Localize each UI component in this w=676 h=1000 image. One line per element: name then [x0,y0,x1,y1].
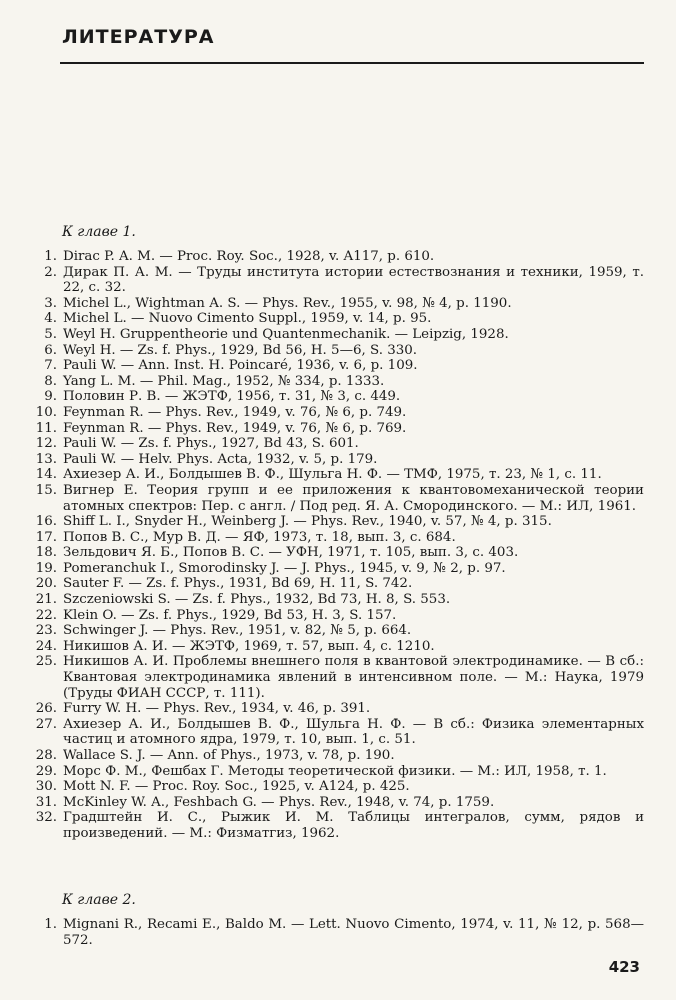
reference-number: 1. [44,249,57,264]
reference-text: Никишов А. И. Проблемы внешнего поля в квантовой электродинамике. — В сб.: Квантовая электродинамика явлений в интенсивном поле. — М.: Наука, 1979 (Труды ФИАН СССР, т. 111). [63,654,644,701]
reference-text: Michel L., Wightman A. S. — Phys. Rev., 1955, v. 98, № 4, p. 1190. [63,295,512,311]
reference-text: Szczeniowski S. — Zs. f. Phys., 1932, Bd 73, H. 8, S. 553. [63,592,451,608]
reference-number: 23. [35,623,57,639]
section-title-chapter-1: К главе 1. [62,224,136,240]
reference-item [28,296,644,312]
reference-number: 7. [44,358,57,374]
heading-rule [60,62,644,64]
reference-item [28,561,644,577]
reference-text: Sauter F. — Zs. f. Phys., 1931, Bd 69, H. 11, S. 742. [63,576,413,592]
reference-text: Feynman R. — Phys. Rev., 1949, v. 76, № 6, p. 749. [63,404,407,420]
reference-text: Морс Ф. М., Фешбах Г. Методы теоретической физики. — М.: ИЛ, 1958, т. 1. [63,763,607,779]
reference-number: 12. [35,436,57,452]
reference-number: 13. [35,451,57,467]
page-heading: ЛИТЕРАТУРА [62,26,215,48]
reference-number: 14. [35,467,57,483]
section-title-chapter-2: К главе 2. [62,892,136,908]
reference-text: Pauli W. — Zs. f. Phys., 1927, Bd 43, S. 601. [63,436,359,452]
reference-item [28,467,644,483]
reference-text: Градштейн И. С., Рыжик И. М. Таблицы интегралов, сумм, рядов и произведений. — М.: Физматгиз, 1962. [63,810,644,841]
reference-text: Ахиезер А. И., Болдышев В. Ф., Шульга Н. Ф. — ТМФ, 1975, т. 23, № 1, с. 11. [63,467,602,483]
reference-number: 29. [35,763,57,779]
reference-item [28,795,644,811]
reference-number: 6. [44,342,57,358]
reference-text: Pauli W. — Ann. Inst. H. Poincaré, 1936, v. 6, p. 109. [63,358,418,374]
reference-item [28,405,644,421]
reference-number: 20. [35,576,57,592]
reference-item [28,421,644,437]
reference-text: Michel L. — Nuovo Cimento Suppl., 1959, v. 14, p. 95. [63,311,432,327]
reference-number: 5. [44,326,57,342]
reference-number: 8. [44,373,57,389]
reference-item [28,265,644,296]
reference-text: Furry W. H. — Phys. Rev., 1934, v. 46, p. 391. [63,701,371,717]
reference-text: Schwinger J. — Phys. Rev., 1951, v. 82, № 5, p. 664. [63,623,412,639]
reference-item [28,436,644,452]
reference-text: McKinley W. A., Feshbach G. — Phys. Rev., 1948, v. 74, p. 1759. [63,794,495,810]
reference-item [28,483,644,514]
page-number: 423 [608,958,640,976]
reference-number: 9. [44,389,57,405]
reference-text: Зельдович Я. Б., Попов В. С. — УФН, 1971, т. 105, вып. 3, с. 403. [63,545,519,561]
reference-number: 30. [35,779,57,795]
reference-item [28,452,644,468]
reference-item [28,717,644,748]
reference-number: 4. [44,311,57,327]
reference-item [28,530,644,546]
reference-item [28,917,644,948]
reference-number: 19. [35,560,57,576]
reference-item [28,764,644,780]
reference-item [28,623,644,639]
reference-item [28,358,644,374]
reference-number: 3. [44,295,57,311]
reference-text: Половин Р. В. — ЖЭТФ, 1956, т. 31, № 3, с. 449. [63,389,401,405]
reference-item [28,514,644,530]
reference-number: 2. [44,264,57,280]
reference-item [28,389,644,405]
reference-list-chapter-2 [28,917,644,948]
reference-text: Yang L. M. — Phil. Mag., 1952, № 334, p. 1333. [63,373,385,389]
reference-text: Weyl H. Gruppentheorie und Quantenmechanik. — Leipzig, 1928. [63,326,509,342]
reference-number: 16. [35,514,57,530]
reference-item [28,779,644,795]
reference-text: Wallace S. J. — Ann. of Phys., 1973, v. 78, p. 190. [63,748,395,763]
reference-text: Дирак П. А. М. — Труды института истории естествознания и техники, 1959, т. 22, с. 32. [63,264,644,296]
reference-number: 11. [35,420,57,436]
reference-item [28,608,644,624]
reference-number: 32. [35,810,57,826]
reference-item [28,343,644,359]
reference-item [28,545,644,561]
reference-item [28,810,644,841]
reference-number: 1. [44,917,57,932]
reference-item [28,592,644,608]
reference-item [28,748,644,764]
reference-number: 17. [35,529,57,545]
reference-item [28,374,644,390]
reference-text: Weyl H. — Zs. f. Phys., 1929, Bd 56, H. 5—6, S. 330. [63,342,418,358]
reference-item [28,249,644,265]
reference-number: 25. [35,654,57,670]
reference-text: Mott N. F. — Proc. Roy. Soc., 1925, v. A124, p. 425. [63,779,410,795]
reference-item [28,327,644,343]
reference-list-chapter-1 [28,249,644,842]
reference-number: 18. [35,545,57,561]
reference-item [28,311,644,327]
reference-text: Mignani R., Recami E., Baldo M. — Lett. Nuovo Cimento, 1974, v. 11, № 12, p. 568—572. [63,917,644,948]
reference-text: Shiff L. I., Snyder H., Weinberg J. — Phys. Rev., 1940, v. 57, № 4, p. 315. [63,514,552,530]
reference-number: 28. [35,748,57,763]
reference-number: 15. [35,482,57,498]
reference-item [28,654,644,701]
reference-text: Klein O. — Zs. f. Phys., 1929, Bd 53, H. 3, S. 157. [63,607,397,623]
reference-text: Ахиезер А. И., Болдышев В. Ф., Шульга Н. Ф. — В сб.: Физика элементарных частиц и атомного ядра, 1979, т. 10, вып. 1, с. 51. [63,716,644,748]
reference-item [28,576,644,592]
reference-number: 26. [35,701,57,717]
reference-text: Dirac P. A. M. — Proc. Roy. Soc., 1928, v. A117, p. 610. [63,249,435,264]
reference-number: 10. [35,404,57,420]
reference-number: 24. [35,638,57,654]
reference-number: 27. [35,716,57,732]
reference-text: Никишов А. И. — ЖЭТФ, 1969, т. 57, вып. 4, с. 1210. [63,638,435,654]
reference-number: 21. [35,592,57,608]
reference-text: Feynman R. — Phys. Rev., 1949, v. 76, № 6, p. 769. [63,420,407,436]
reference-item [28,639,644,655]
reference-text: Pomeranchuk I., Smorodinsky J. — J. Phys., 1945, v. 9, № 2, p. 97. [63,560,506,576]
reference-number: 31. [35,794,57,810]
reference-number: 22. [35,607,57,623]
reference-text: Вигнер Е. Теория групп и ее приложения к квантовомеханической теории атомных спектров: Пер. с англ. / Под ред. Я. А. Смородинского. — М.: ИЛ, 1961. [63,482,644,514]
reference-text: Попов В. С., Мур В. Д. — ЯФ, 1973, т. 18, вып. 3, с. 684. [63,529,456,545]
reference-item [28,701,644,717]
reference-text: Pauli W. — Helv. Phys. Acta, 1932, v. 5, p. 179. [63,451,378,467]
